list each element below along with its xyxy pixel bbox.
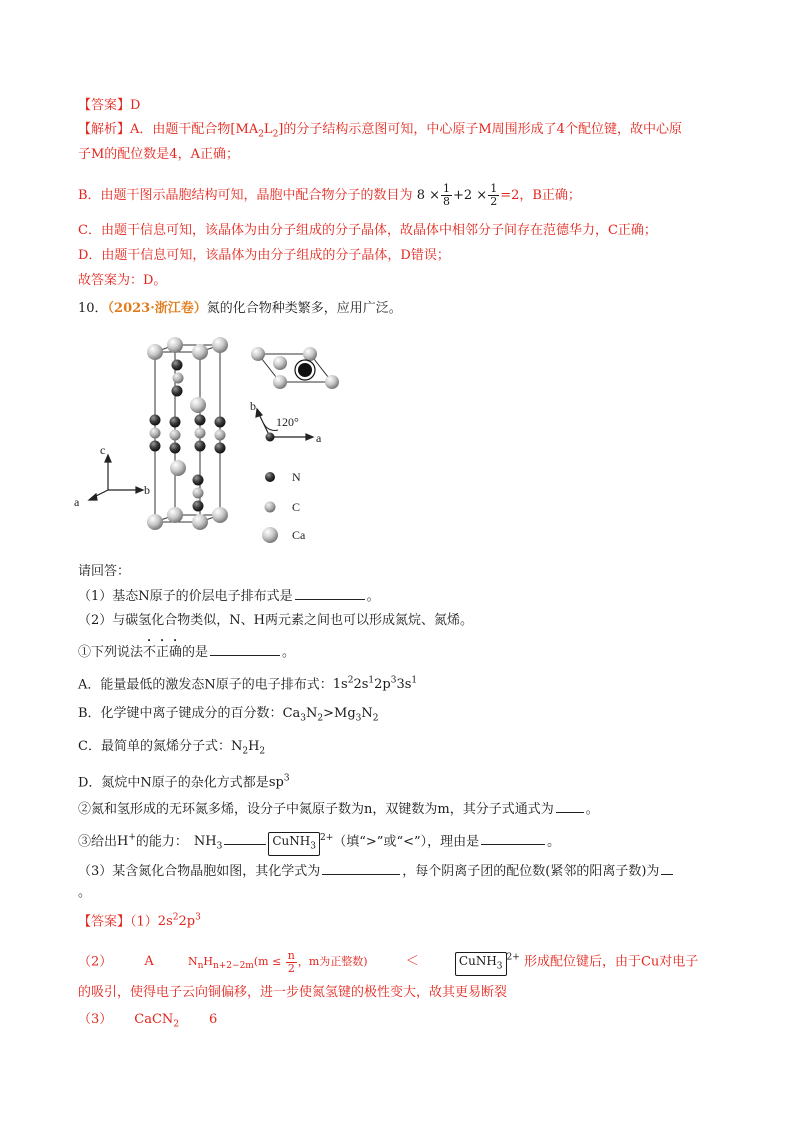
ans10-2-reason-1: 形成配位键后，由于Cu对电子: [523, 954, 699, 970]
fraction-one-eighth: $\frac{1}{8}$: [443, 182, 450, 208]
option-c-formula: $N_2H_2$: [230, 739, 266, 757]
option-d-text: D．氮烷中N原子的杂化方式都是: [78, 775, 269, 791]
legend-ca-marker: [262, 527, 278, 543]
legend-c-marker: [265, 502, 276, 513]
legend-ca-label: Ca: [292, 528, 306, 542]
analysis-label: 【解析】: [78, 122, 131, 137]
part-2-1-pre: ①下列说法: [78, 645, 144, 660]
q10-stem: [78, 300, 402, 318]
analysis-a-ligand: L: [263, 122, 273, 137]
analysis-a-text-2: ]的分子结构示意图可知，中心原子M周围形成了4个配位键，故中心原: [278, 122, 682, 137]
ans10-2-formula: $N_nH_{n+2-2m}(m$ ≤ $\frac{n}{2}$ ，m为正整数): [187, 948, 368, 975]
n-atom: [172, 386, 183, 397]
nh3-formula: $NH_3$: [193, 834, 223, 852]
question-source: （2023·浙江卷）: [107, 301, 207, 316]
n-atom: [193, 501, 204, 512]
option-c: [78, 738, 265, 761]
expr-part-2: +2 ×: [453, 188, 488, 203]
cunh3-complex: CuNH$_3$: [268, 832, 320, 855]
part-2: （2）与碳氢化合物类似，N、H两元素之间也可以形成氮烷、氮烯。: [78, 613, 473, 628]
analysis-b-text: B．由题干图示晶胞结构可知，晶胞中配合物分子的数目为: [78, 188, 413, 203]
part-2-3-end: 。: [547, 834, 561, 850]
axis-b2-label: b: [250, 399, 256, 413]
crystal-cell-figure: [70, 330, 370, 550]
h-plus: H+: [117, 833, 136, 850]
ca-atom: [192, 514, 208, 530]
axis-a-label: a: [74, 495, 80, 509]
cell-edges: [155, 345, 220, 522]
ans10-3-formula-text: CaCN: [134, 1012, 174, 1027]
part-2-2: [78, 800, 599, 819]
analysis-b-end: =2，B正确；: [500, 188, 581, 203]
n-atom: [172, 360, 183, 371]
ca-atom: [192, 344, 208, 360]
axis-a2-label: a: [316, 431, 322, 445]
option-d: [78, 770, 290, 792]
answer-blank-2[interactable]: [210, 643, 280, 656]
ans10-1-value: $2s^22p^3$: [157, 913, 201, 930]
n-atom: [193, 475, 204, 486]
n-atom: [150, 415, 161, 426]
ans10-2-formula-tail: ，m为正整数): [297, 955, 368, 969]
option-b-text: B．化学键中离子键成分的百分数：: [78, 706, 283, 721]
q9-conclusion: 故答案为：D。: [78, 273, 167, 288]
part-2-2-text: ②氮和氢形成的无环氮多烯，设分子中氮原子数为n，双键数为m，其分子式通式为: [78, 802, 554, 817]
ans10-1-label: （1）: [130, 914, 158, 930]
ca-atom: [147, 514, 163, 530]
option-a-text: A．能量最低的激发态N原子的电子排布式：: [78, 677, 333, 693]
q9-analysis-b: [78, 183, 581, 209]
axis-c-label: c: [100, 443, 106, 457]
q9-analysis-a-cont: 子M的配位数是4，A正确；: [78, 147, 239, 162]
ca-atom: [167, 337, 183, 353]
c-atom: [215, 430, 226, 441]
n-atom: [195, 415, 206, 426]
prompt: 请回答：: [78, 564, 131, 579]
legend-n-marker: [265, 472, 275, 482]
top-view: [251, 347, 339, 389]
legend: [262, 470, 306, 543]
ans10-3-label: （3）: [78, 1012, 113, 1027]
q9-analysis-a: 【解析】A．由题干配合物$[MA_2L_2]$的分子结构示意图可知，中心原子M周围形成了4个配位键，故中心原: [78, 122, 682, 140]
axes-abc: [89, 455, 143, 500]
answer-blank-6[interactable]: [322, 862, 400, 875]
part-1-text: （1）基态N原子的价层电子排布式是: [78, 589, 293, 604]
ca-atom: [147, 344, 163, 360]
option-a-formula: $1s^22s^12p^33s^1$: [332, 676, 418, 693]
part-1-end: 。: [366, 589, 380, 604]
part-2-3-mid: 的能力：: [135, 834, 188, 850]
ca-atom: [190, 397, 206, 413]
n-atom: [170, 443, 181, 454]
answer-blank-5[interactable]: [481, 832, 545, 845]
ca-atom: [212, 337, 228, 353]
cell-atoms: [147, 337, 228, 530]
part-3-text: （3）某含氮化合物晶胞如图，其化学式为: [78, 864, 321, 879]
part-2-1-end: 。: [282, 645, 296, 660]
fraction-one-half: $\frac{1}{2}$: [490, 182, 498, 208]
option-d-formula: $sp^3$: [268, 774, 290, 791]
q9-analysis-d: D．由题干信息可知，该晶体为由分子组成的分子晶体，D错误；: [78, 248, 450, 263]
part-2-3-fill: （填“>”或“<”），理由是: [333, 834, 480, 850]
legend-n-label: N: [292, 470, 301, 484]
part-2-1-post: 的是: [182, 645, 209, 660]
part-2-3: ③给出H+的能力： $NH_3$ CuNH$_3^{2+}$（填“>”或“<”），理由是 。: [78, 829, 560, 856]
n-atom: [215, 417, 226, 428]
c-atom: [193, 488, 204, 499]
ans10-2-compare: ＜: [405, 954, 419, 970]
answer-blank-4[interactable]: [224, 832, 266, 845]
ans10-line-2-cont: 的吸引，使得电子云向铜偏移，进一步使氮氢键的极性变大，故其更易断裂: [78, 985, 508, 1000]
ans10-line-2: [78, 945, 698, 980]
part-2-1: [78, 637, 295, 662]
emphasis-not-correct: 不正确: [143, 645, 183, 660]
ans10-3-formula: CaCN$_2$: [134, 1012, 180, 1030]
n-atom: [215, 443, 226, 454]
question-stem: 氮的化合物种类繁多，应用广泛。: [206, 301, 402, 316]
answer-blank-1[interactable]: [295, 587, 365, 600]
question-number: 10．: [78, 301, 108, 316]
part-2-3-pre: ③给出: [78, 834, 118, 850]
c-atom: [170, 430, 181, 441]
axis-b-label: b: [144, 483, 150, 497]
part-2-2-end: 。: [585, 802, 599, 817]
answer-blank-7[interactable]: [661, 862, 673, 875]
analysis-a-text: A．由题干配合物[MA: [130, 122, 259, 137]
q9-answer-line: [78, 97, 140, 115]
n-atom: [150, 441, 161, 452]
part-3-end: 。: [78, 885, 92, 900]
part-1: [78, 587, 380, 606]
option-c-text: C．最简单的氮烯分子式：: [78, 739, 231, 754]
ans10-2-complex: CuNH$_3^{2+}$: [455, 954, 520, 969]
n-atom: [170, 417, 181, 428]
angle-label: 120°: [276, 415, 299, 429]
ans10-line-1: [78, 909, 201, 931]
option-b-formula: $Ca_3N_2>Mg_3N_2$: [282, 706, 379, 724]
ca-atom: [167, 507, 183, 523]
ans10-label: 【答案】: [78, 914, 131, 930]
part-3: [78, 862, 675, 881]
answer-blank-3[interactable]: [556, 800, 584, 813]
ans10-2-label: （2）: [78, 954, 113, 970]
c-atom: [173, 373, 184, 384]
legend-c-label: C: [292, 500, 301, 514]
expr-part-1: 8 ×: [416, 188, 440, 203]
ans10-2-choice: A: [144, 954, 154, 970]
ans10-line-3: [78, 1011, 217, 1034]
ca-atom: [212, 507, 228, 523]
n-atom: [195, 441, 206, 452]
option-a: [78, 672, 417, 694]
option-b: [78, 705, 378, 728]
ca-atom: [170, 460, 186, 476]
answer-value: D: [130, 98, 141, 113]
c-atom: [150, 428, 161, 439]
answer-label: 【答案】: [78, 98, 131, 113]
q9-analysis-c: C．由题干信息可知，该晶体为由分子组成的分子晶体，故晶体中相邻分子间存在范德华力，C正确；: [78, 223, 657, 238]
c-atom: [195, 428, 206, 439]
ans10-3-number: 6: [209, 1012, 218, 1027]
part-3-mid: ，每个阴离子团的配位数(紧邻的阳离子数)为: [402, 864, 660, 879]
